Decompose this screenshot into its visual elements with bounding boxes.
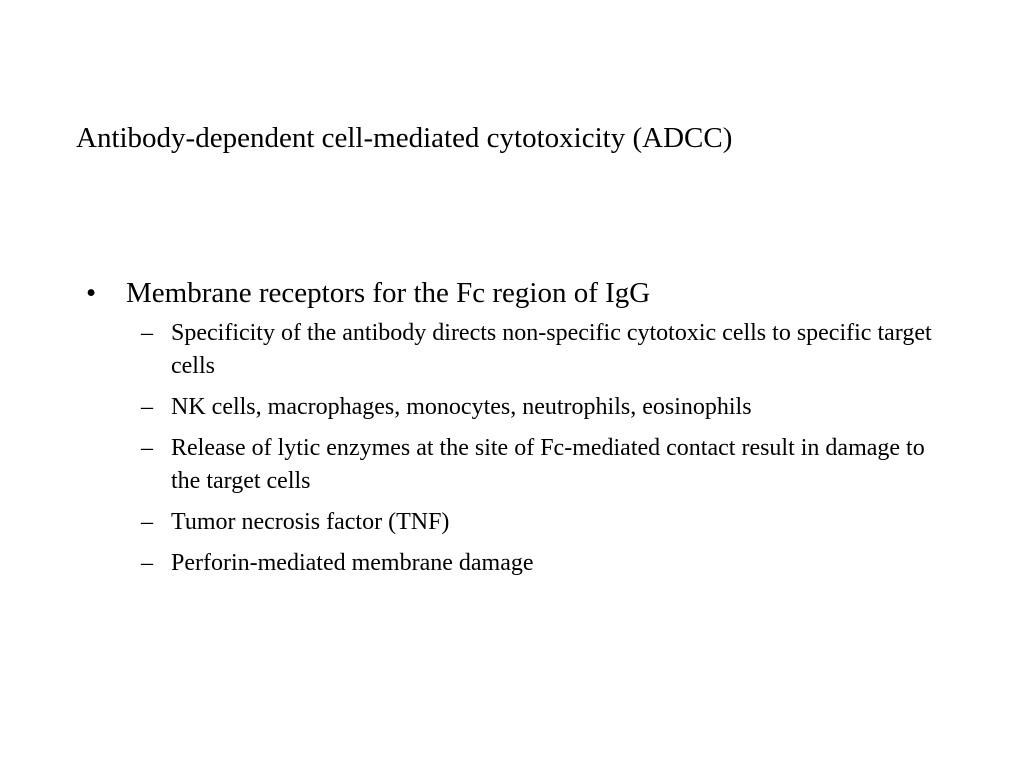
sub-bullet-text: Release of lytic enzymes at the site of Fc-mediated contact result in damage to the target cells: [171, 435, 925, 494]
dash-marker: –: [141, 394, 153, 420]
slide-title: Antibody-dependent cell-mediated cytotoxicity (ADCC): [76, 122, 733, 154]
sub-bullet-text: Perforin-mediated membrane damage: [171, 550, 534, 576]
dash-marker: –: [141, 550, 153, 576]
sub-bullet-item: [0, 432, 1024, 498]
sub-bullet-text: Specificity of the antibody directs non-specific cytotoxic cells to specific target cells: [171, 320, 932, 379]
sub-bullet-item: [0, 506, 1024, 539]
bullet-text: Membrane receptors for the Fc region of IgG: [126, 277, 651, 309]
sub-bullet-text: NK cells, macrophages, monocytes, neutrophils, eosinophils: [171, 394, 752, 420]
bullet-item: [0, 272, 1024, 314]
dash-marker: –: [141, 509, 153, 535]
dash-marker: –: [141, 320, 153, 346]
sub-bullet-item: [0, 317, 1024, 383]
slide-content: [0, 272, 1024, 580]
sub-bullet-item: [0, 547, 1024, 580]
sub-bullet-text: Tumor necrosis factor (TNF): [171, 509, 450, 535]
dash-marker: –: [141, 435, 153, 461]
sub-bullet-item: [0, 391, 1024, 424]
bullet-marker: •: [86, 277, 97, 309]
sub-bullet-list: [0, 317, 1024, 580]
